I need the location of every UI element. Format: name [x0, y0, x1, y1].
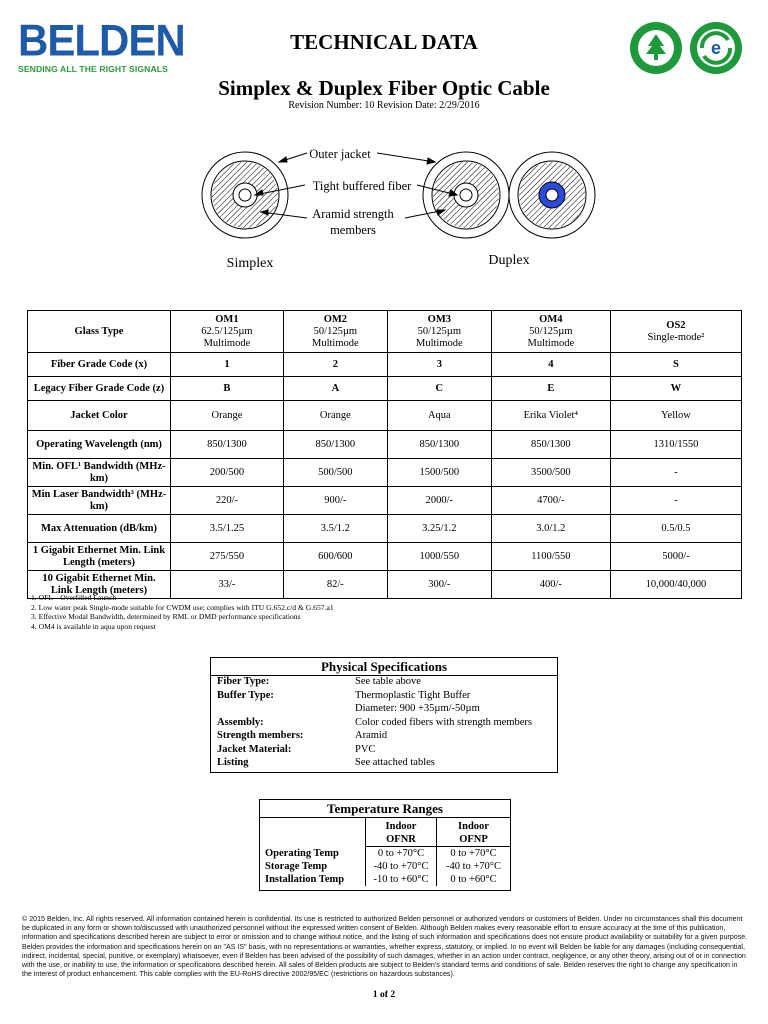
- caption-simplex: Simplex: [226, 256, 274, 271]
- spec-cell: 0.5/0.5: [610, 515, 741, 543]
- spec-cell: 500/500: [283, 459, 387, 487]
- spec-cell: Orange: [171, 401, 284, 431]
- phys-value: Aramid: [355, 730, 388, 741]
- spec-row: [28, 401, 742, 431]
- spec-cell: 2000/-: [387, 487, 491, 515]
- spec-cell: 5000/-: [610, 543, 741, 571]
- spec-cell: 3: [387, 353, 491, 377]
- temp-row: [260, 860, 510, 873]
- spec-cell: 1100/550: [491, 543, 610, 571]
- spec-cell: 1000/550: [387, 543, 491, 571]
- spec-cell: W: [610, 377, 741, 401]
- spec-cell-line: Multimode: [203, 337, 251, 349]
- spec-cell: 1: [171, 353, 284, 377]
- spec-cell: Yellow: [610, 401, 741, 431]
- spec-row-label: Min Laser Bandwidth³ (MHz-km): [28, 487, 171, 515]
- spec-row: [28, 515, 742, 543]
- spec-cell: Orange: [283, 401, 387, 431]
- spec-cell: 275/550: [171, 543, 284, 571]
- spec-row-label: Min. OFL¹ Bandwidth (MHz-km): [28, 459, 171, 487]
- temp-row: [260, 873, 510, 886]
- spec-cell: 3.5/1.25: [171, 515, 284, 543]
- physical-specifications-box: [210, 657, 558, 773]
- spec-cell-line: OS2: [666, 319, 686, 331]
- temp-row-label: Operating Temp: [265, 847, 339, 859]
- cable-cross-section-diagram: [195, 140, 605, 280]
- physical-specs-title: Physical Specifications: [211, 658, 557, 676]
- phys-value: Diameter: 900 +35µm/-50µm: [355, 703, 480, 714]
- label-aramid-line1: Aramid strength: [312, 207, 394, 221]
- spec-row-label: Jacket Color: [28, 401, 171, 431]
- temp-ofnp-value: -40 to +70°C: [445, 861, 502, 872]
- spec-cell: Aqua: [387, 401, 491, 431]
- spec-row: [28, 543, 742, 571]
- footnotes: [31, 593, 334, 631]
- spec-cell-line: OM4: [539, 313, 563, 325]
- phys-label: Fiber Type:: [217, 676, 270, 687]
- document-subtitle: Simplex & Duplex Fiber Optic Cable: [218, 76, 550, 100]
- revision-info: Revision Number: 10 Revision Date: 2/29/2016: [288, 100, 480, 111]
- phys-value: See table above: [355, 676, 421, 687]
- spec-cell: [610, 311, 741, 353]
- spec-cell-line: 62.5/125µm: [201, 325, 253, 337]
- temp-ofnr-value: -10 to +60°C: [366, 873, 437, 886]
- spec-cell-line: OM3: [427, 313, 451, 325]
- spec-cell-line: Single-mode²: [647, 331, 705, 343]
- phys-value: See attached tables: [355, 757, 435, 768]
- phys-value: PVC: [355, 743, 376, 755]
- label-tight-buffered-fiber: Tight buffered fiber: [312, 179, 412, 193]
- legal-footer: © 2015 Belden, Inc. All rights reserved. All information contained herein is confidential. Its use is restricted to authorized Belden personnel or authorized vendors or customers of Belden. Under no circumstances shall this document be duplicated in any form or shown to/discussed with unauthorized personnel without the expressed written consent of Belden. Although Belden makes every reasonable effort to ensure accuracy at the time of this publication, information and specifications described herein are subject to error or omission and to change without notice, and the listing of such information and specifications does not ensure product availability or suitability for a given purpose. Belden provides the information and specifications herein on an "AS IS" basis, with no representations or warranties, whether express, statutory, or implied. In no event will Belden be liable for any damages (including consequential, indirect, incidental, special, punitive, or exemplary) whatsoever, even if Belden has been advised of the possibility of such damages, whether in an action under contract, negligence, or any other theory, arising out of or in connection with the use, or inability to use, the information or specifications described herein. All sales of Belden products are subject to Belden's standard terms and conditions of sale. Belden reserves the right to change any specification in the interest of product enhancement. This cable complies with the EU-RoHS directive 2002/95/EC (restrictions on hazardous substances).: [22, 915, 748, 979]
- spec-cell: -: [610, 487, 741, 515]
- phys-label: Strength members:: [217, 730, 304, 741]
- spec-cell-line: Multimode: [312, 337, 359, 349]
- spec-cell: 850/1300: [171, 431, 284, 459]
- spec-cell: A: [283, 377, 387, 401]
- spec-cell: C: [387, 377, 491, 401]
- spec-row: [28, 431, 742, 459]
- spec-row-label: Fiber Grade Code (x): [28, 353, 171, 377]
- col-indoor-ofnr-1: Indoor: [385, 821, 417, 832]
- footnote-2: 2. Low water peak Single-mode suitable for CWDM use; complies with ITU G.652.c/d & G.657.a1: [31, 602, 334, 612]
- temp-ofnr-value: -40 to +70°C: [366, 860, 437, 873]
- footnote-3: 3. Effective Modal Bandwidth, determined by RML or DMD performance specifications: [31, 612, 301, 622]
- spec-cell: [491, 311, 610, 353]
- footnote-1: 1. OFL – Overfilled Launch: [31, 593, 117, 602]
- temp-ofnp-value: 0 to +70°C: [437, 847, 511, 861]
- spec-cell-line: OM1: [215, 313, 239, 325]
- spec-cell: 300/-: [387, 571, 491, 599]
- page-title: TECHNICAL DATA: [290, 30, 478, 54]
- temp-row: [260, 847, 510, 861]
- spec-cell: 3.0/1.2: [491, 515, 610, 543]
- simplex-cable-icon: [202, 152, 288, 238]
- spec-cell: 10,000/40,000: [610, 571, 741, 599]
- spec-cell: 4: [491, 353, 610, 377]
- spec-cell: 1310/1550: [610, 431, 741, 459]
- spec-cell-line: 50/125µm: [417, 325, 462, 337]
- brand-name: BELDEN: [18, 15, 185, 66]
- fiber-spec-table: [27, 310, 742, 599]
- spec-cell: B: [171, 377, 284, 401]
- spec-row: [28, 311, 742, 353]
- spec-cell: 82/-: [283, 571, 387, 599]
- spec-cell: 600/600: [283, 543, 387, 571]
- label-outer-jacket: Outer jacket: [309, 147, 371, 161]
- spec-row-label: Operating Wavelength (nm): [28, 431, 171, 459]
- phys-label: Assembly:: [217, 716, 264, 728]
- col-indoor-ofnr-2: OFNR: [386, 834, 416, 845]
- spec-cell: 1500/500: [387, 459, 491, 487]
- spec-cell-line: OM2: [323, 313, 348, 325]
- spec-cell: 3500/500: [491, 459, 610, 487]
- spec-cell: E: [491, 377, 610, 401]
- spec-cell-line: Multimode: [415, 337, 463, 349]
- spec-cell: 220/-: [171, 487, 284, 515]
- spec-cell-line: 50/125µm: [529, 325, 573, 337]
- spec-cell: 33/-: [171, 571, 284, 599]
- spec-cell: 200/500: [171, 459, 284, 487]
- spec-row: [28, 487, 742, 515]
- spec-cell: S: [610, 353, 741, 377]
- temp-row-label: Storage Temp: [265, 861, 328, 872]
- spec-cell: 4700/-: [491, 487, 610, 515]
- temp-row-label: Installation Temp: [265, 874, 345, 885]
- caption-duplex: Duplex: [488, 253, 530, 268]
- spec-cell: 400/-: [491, 571, 610, 599]
- spec-cell-line: 50/125µm: [313, 325, 358, 337]
- brand-tagline: SENDING ALL THE RIGHT SIGNALS: [18, 64, 168, 74]
- temperature-ranges-box: [259, 799, 511, 891]
- spec-row: [28, 377, 742, 401]
- spec-cell: 3.5/1.2: [283, 515, 387, 543]
- spec-row-label: Glass Type: [28, 311, 171, 353]
- spec-cell: Erika Violet⁴: [491, 401, 610, 431]
- footnote-4: 4. OM4 is available in aqua upon request: [31, 621, 156, 631]
- spec-row-label: 10 Gigabit Ethernet Min. Link Length (meters): [28, 571, 171, 599]
- spec-cell: [283, 311, 387, 353]
- col-indoor-ofnp-1: Indoor: [458, 821, 489, 832]
- phys-label: Buffer Type:: [217, 689, 274, 701]
- spec-cell: 900/-: [283, 487, 387, 515]
- label-aramid-line2: members: [330, 223, 376, 237]
- spec-row-label: Legacy Fiber Grade Code (z): [28, 377, 171, 401]
- eco-recycle-badge: [688, 20, 744, 76]
- spec-row: [28, 353, 742, 377]
- spec-cell: 850/1300: [283, 431, 387, 459]
- temp-ofnr-value: 0 to +70°C: [366, 847, 437, 861]
- temperature-table: [260, 818, 510, 886]
- svg-text:e: e: [710, 38, 722, 58]
- duplex-cable-icon: [423, 152, 595, 238]
- spec-cell: 3.25/1.2: [387, 515, 491, 543]
- spec-cell: [387, 311, 491, 353]
- temp-ofnp-value: 0 to +60°C: [450, 874, 497, 885]
- rohs-compliant-tree-badge: [628, 20, 684, 76]
- phys-label: Jacket Material:: [217, 743, 292, 755]
- spec-cell: 2: [283, 353, 387, 377]
- spec-cell: 850/1300: [387, 431, 491, 459]
- spec-cell: -: [610, 459, 741, 487]
- spec-row-label: Max Attenuation (dB/km): [28, 515, 171, 543]
- temperature-title: Temperature Ranges: [260, 800, 510, 818]
- phys-value: Color coded fibers with strength members: [355, 716, 533, 728]
- phys-value: Thermoplastic Tight Buffer: [355, 689, 471, 701]
- spec-cell: 850/1300: [491, 431, 610, 459]
- spec-row: [28, 459, 742, 487]
- page-number: 1 of 2: [372, 990, 396, 1000]
- phys-label: Listing: [217, 757, 249, 768]
- spec-row-label: 1 Gigabit Ethernet Min. Link Length (meters): [28, 543, 171, 571]
- spec-cell-line: Multimode: [527, 337, 575, 349]
- col-indoor-ofnp-2: OFNP: [459, 834, 488, 845]
- spec-cell: [171, 311, 284, 353]
